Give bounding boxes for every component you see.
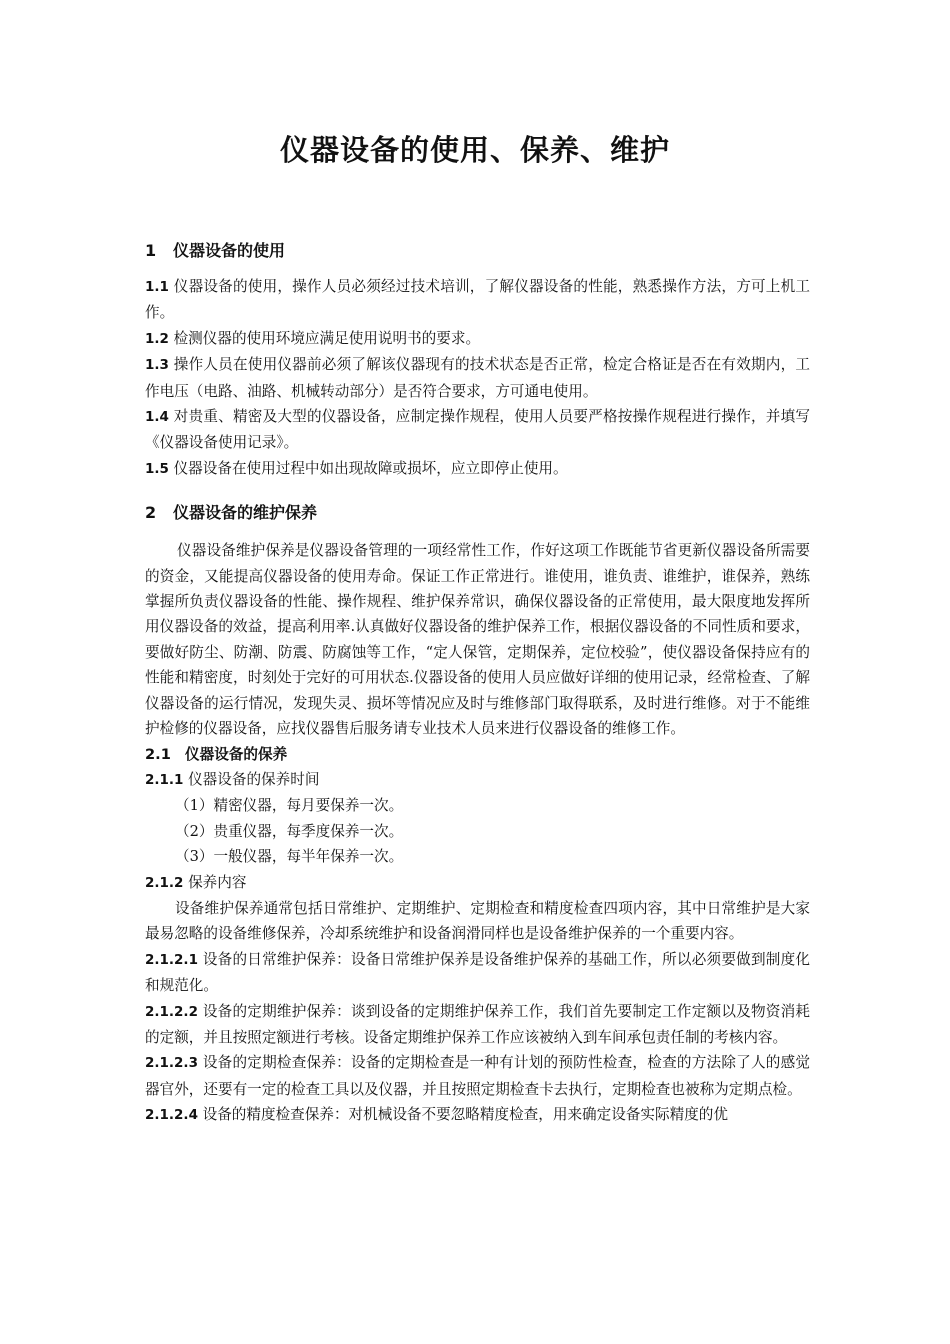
item-2-1-2 <box>145 870 810 896</box>
item-number: 1.3 <box>145 357 169 374</box>
item-number: 1.1 <box>145 279 169 295</box>
document-title: 仪器设备的使用、保养、维护 <box>279 133 670 167</box>
subsection-title: 仪器设备的保养 <box>185 745 288 763</box>
subsection-2-1-heading <box>145 742 810 767</box>
item-1-4 <box>145 404 810 456</box>
section-title: 仪器设备的维护保养 <box>173 503 318 523</box>
item-text: 设备的精度检查保养：对机械设备不要忽略精度检查，用来确定设备实际精度的优 <box>202 1106 728 1124</box>
item-text: 对贵重、精密及大型的仪器设备，应制定操作规程，使用人员要严格按操作规程进行操作，并填写《仪器设备使用记录》。 <box>145 408 811 452</box>
item-number: 2.1.2.4 <box>145 1107 198 1124</box>
item-2-1-2-3 <box>145 1050 810 1102</box>
section-2-intro: 仪器设备维护保养是仪器设备管理的一项经常性工作，作好这项工作既能节省更新仪器设备所需要的资金，又能提高仪器设备的使用寿命。保证工作正常进行。谁使用，谁负责、谁维护，谁保养，熟练掌握所负责仪器设备的性能、操作规程、维护保养常识，确保仪器设备的正常使用，最大限度地发挥所用仪器设备的效益，提高利用率.认真做好仪器设备的维护保养工作，根据仪器设备的不同性质和要求，要做好防尘、防潮、防震、防腐蚀等工作，“定人保管，定期保养，定位校验”，使仪器设备保持应有的性能和精密度，时刻处于完好的可用状态.仪器设备的使用人员应做好详细的使用记录，经常检查、了解仪器设备的运行情况，发现失灵、损坏等情况应及时与维修部门取得联系，及时进行维修。对于不能维护检修的仪器设备，应找仪器售后服务请专业技术人员来进行仪器设备的维修工作。 <box>145 542 810 738</box>
section-2-heading <box>145 500 810 526</box>
item-number: 1.4 <box>145 409 169 426</box>
item-2-1-2-1 <box>145 947 810 999</box>
item-text: 设备的定期维护保养：谈到设备的定期维护保养工作，我们首先要制定工作定额以及物资消耗的定额，并且按照定额进行考核。设备定期维护保养工作应该被纳入到车间承包责任制的考核内容。 <box>145 1002 810 1046</box>
item-1-2 <box>145 326 810 352</box>
item-number: 2.1.1 <box>145 771 184 788</box>
item-number: 1.2 <box>145 330 169 347</box>
item-text: 操作人员在使用仪器前必须了解该仪器现有的技术状态是否正常，检定合格证是否在有效期内，工作电压（电路、油路、机械转动部分）是否符合要求，方可通电使用。 <box>145 356 811 400</box>
document-body <box>145 238 810 1129</box>
item-1-3 <box>145 352 810 404</box>
section-number: 1 <box>145 241 157 260</box>
item-number: 2.1.2 <box>145 874 184 891</box>
section-1-heading <box>145 238 810 264</box>
item-text: 保养内容 <box>188 873 247 891</box>
item-number: 2.1.2.2 <box>145 1003 198 1020</box>
item-text: 设备的日常维护保养：设备日常维护保养是设备维护保养的基础工作，所以必须要做到制度化和规范化。 <box>145 950 810 995</box>
item-text: 检测仪器的使用环境应满足使用说明书的要求。 <box>173 329 481 347</box>
item-2-1-2-2 <box>145 999 810 1051</box>
item-number: 2.1.2.1 <box>145 951 198 968</box>
content-intro: 设备维护保养通常包括日常维护、定期维护、定期检查和精度检查四项内容，其中日常维护是大家最易忽略的设备维修保养，冷却系统维护和设备润滑同样也是设备维护保养的一个重要内容。 <box>145 899 810 943</box>
item-2-1-2-4 <box>145 1102 810 1128</box>
subsection-number: 2.1 <box>145 745 171 763</box>
item-1-5 <box>145 456 810 482</box>
item-number: 1.5 <box>145 460 169 477</box>
item-text: 仪器设备在使用过程中如出现故障或损坏，应立即停止使用。 <box>173 459 568 477</box>
item-2-1-1 <box>145 767 810 793</box>
list-item: （2）贵重仪器，每季度保养一次。 <box>175 822 404 840</box>
item-1-1 <box>145 274 810 326</box>
section-number: 2 <box>145 503 157 523</box>
item-text: 仪器设备的使用，操作人员必须经过技术培训，了解仪器设备的性能，熟悉操作方法，方可上机工作。 <box>145 278 811 322</box>
list-item: （3）一般仪器，每半年保养一次。 <box>175 848 404 866</box>
list-item: （1）精密仪器，每月要保养一次。 <box>175 797 404 815</box>
item-text: 设备的定期检查保养：设备的定期检查是一种有计划的预防性检查，检查的方法除了人的感觉器官外，还要有一定的检查工具以及仪器，并且按照定期检查卡去执行，定期检查也被称为定期点检。 <box>145 1054 810 1098</box>
item-number: 2.1.2.3 <box>145 1055 198 1072</box>
item-text: 仪器设备的保养时间 <box>188 770 320 788</box>
section-title: 仪器设备的使用 <box>173 241 286 260</box>
